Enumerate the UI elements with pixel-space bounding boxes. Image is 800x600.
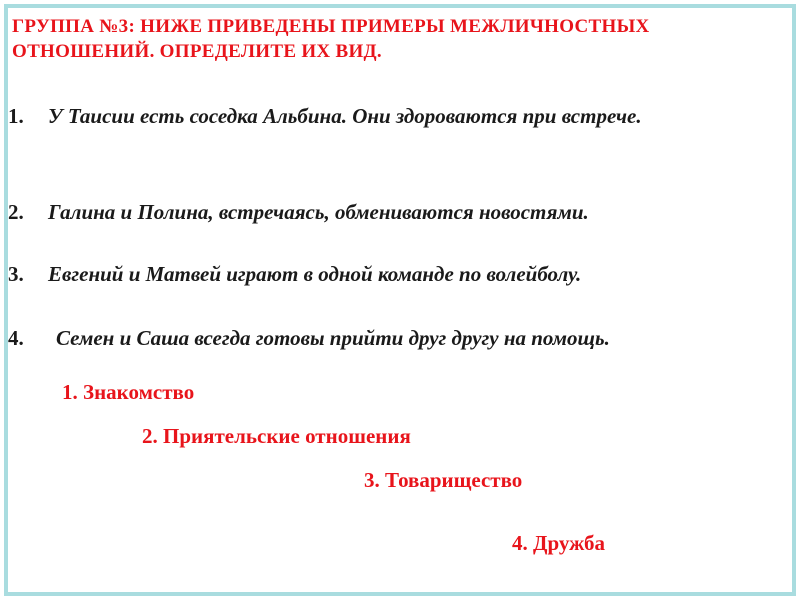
example-item-4 (8, 322, 793, 355)
example-number: 3. (8, 262, 24, 286)
example-text: Евгений и Матвей играют в одной команде по волейболу. (48, 262, 582, 286)
example-item-2 (8, 196, 788, 229)
slide-frame (4, 4, 796, 596)
answer-friendship: 4. Дружба (512, 531, 606, 555)
answer-acquaintance: 1. Знакомство (62, 380, 195, 404)
slide-title: ГРУППА №3: НИЖЕ ПРИВЕДЕНЫ ПРИМЕРЫ МЕЖЛИЧНОСТНЫХ ОТНОШЕНИЙ. ОПРЕДЕЛИТЕ ИХ ВИД. (12, 16, 650, 62)
example-number: 2. (8, 200, 24, 224)
example-text: Семен и Саша всегда готовы прийти друг другу на помощь. (56, 326, 610, 350)
example-number: 1. (8, 104, 24, 128)
example-item-1 (8, 100, 708, 133)
example-number: 4. (8, 326, 24, 350)
answer-comradeship: 3. Товарищество (364, 468, 523, 492)
example-text: Галина и Полина, встречаясь, обмениваются новостями. (48, 200, 589, 224)
example-item-3 (8, 258, 788, 291)
example-text: У Таисии есть соседка Альбина. Они здороваются при встрече. (48, 104, 642, 128)
answer-friendly-relations: 2. Приятельские отношения (142, 424, 411, 448)
